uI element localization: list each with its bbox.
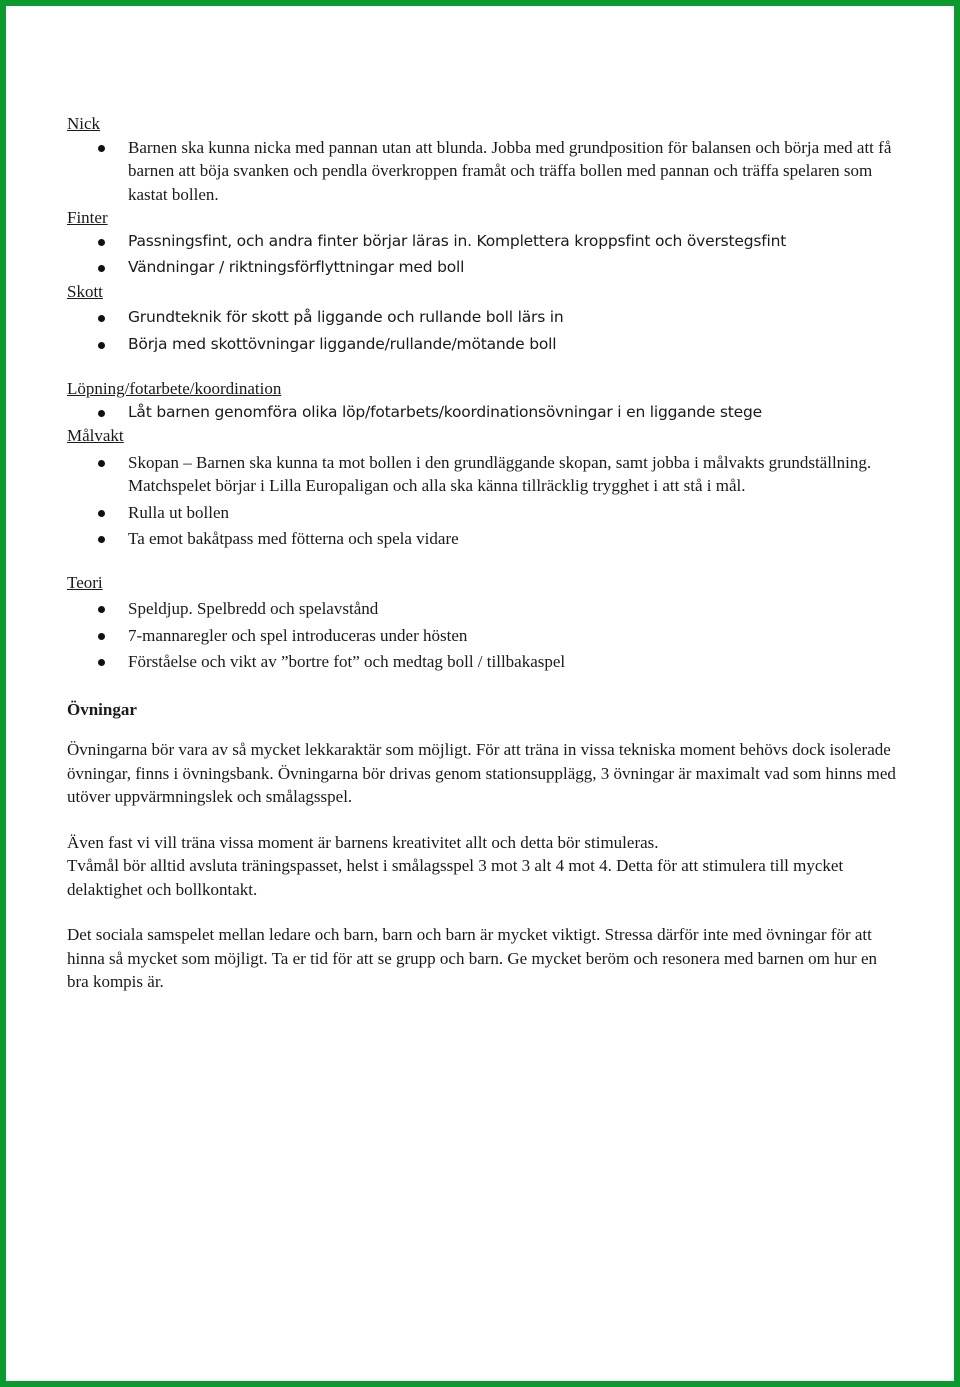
- list-item: Skopan – Barnen ska kunna ta mot bollen i den grundläggande skopan, samt jobba i målvakts grundställning. Matchspelet börjar i Lilla Europaligan och alla ska känna tillräcklig trygghet i att stå i mål.: [67, 451, 897, 498]
- list-nick: [67, 136, 897, 207]
- list-lopning: [67, 401, 897, 425]
- list-item: Rulla ut bollen: [67, 501, 897, 525]
- list-item: Speldjup. Spelbredd och spelavstånd: [67, 597, 897, 621]
- document-body: [67, 112, 897, 994]
- list-item: 7-mannaregler och spel introduceras under hösten: [67, 624, 897, 648]
- list-item: Passningsfint, och andra finter börjar läras in. Komplettera kroppsfint och överstegsfint: [67, 230, 897, 254]
- list-item: Låt barnen genomföra olika löp/fotarbets/koordinationsövningar i en liggande stege: [67, 401, 897, 425]
- list-item: Förståelse och vikt av ”bortre fot” och medtag boll / tillbakaspel: [67, 650, 897, 674]
- list-item: Ta emot bakåtpass med fötterna och spela vidare: [67, 527, 897, 551]
- list-skott: [67, 306, 897, 356]
- list-item: Grundteknik för skott på liggande och rullande boll lärs in: [67, 306, 897, 330]
- list-teori: [67, 597, 897, 674]
- list-malvakt: [67, 451, 897, 551]
- heading-nick: Nick: [67, 114, 101, 133]
- heading-teori: Teori: [67, 572, 103, 592]
- list-item: Vändningar / riktningsförflyttningar med boll: [67, 256, 897, 280]
- list-item: Barnen ska kunna nicka med pannan utan att blunda. Jobba med grundposition för balansen och börja med att få barnen att böja svanken och pendla överkroppen framåt och träffa bollen med pannan och träffa spelaren som kastat bollen.: [67, 136, 897, 207]
- heading-lopning: Löpning/fotarbete/koordination: [67, 379, 282, 398]
- paragraph: Även fast vi vill träna vissa moment är barnens kreativitet allt och detta bör stimuleras.: [67, 832, 659, 852]
- paragraph: Tvåmål bör alltid avsluta träningspasset, helst i smålagsspel 3 mot 3 alt 4 mot 4. Detta för att stimulera till mycket delaktighet och bollkontakt.: [67, 856, 844, 899]
- list-finter: [67, 230, 897, 280]
- paragraph: Det sociala samspelet mellan ledare och barn, barn och barn är mycket viktigt. Stressa därför inte med övningar för att hinna så mycket som möjligt. Ta er tid för att se grupp och barn. Ge mycket beröm och resonera med barnen om hur en bra kompis är.: [67, 925, 878, 991]
- heading-skott: Skott: [67, 281, 103, 301]
- list-item: Börja med skottövningar liggande/rullande/mötande boll: [67, 333, 897, 357]
- heading-finter: Finter: [67, 208, 108, 227]
- heading-malvakt: Målvakt: [67, 426, 124, 445]
- section-title-ovningar: Övningar: [67, 699, 137, 719]
- paragraph: Övningarna bör vara av så mycket lekkaraktär som möjligt. För att träna in vissa tekniska moment behövs dock isolerade övningar, finns i övningsbank. Övningarna bör drivas genom stationsupplägg, 3 övningar är maximalt vad som hinns med utöver uppvärmningslek och smålagsspel.: [67, 740, 896, 806]
